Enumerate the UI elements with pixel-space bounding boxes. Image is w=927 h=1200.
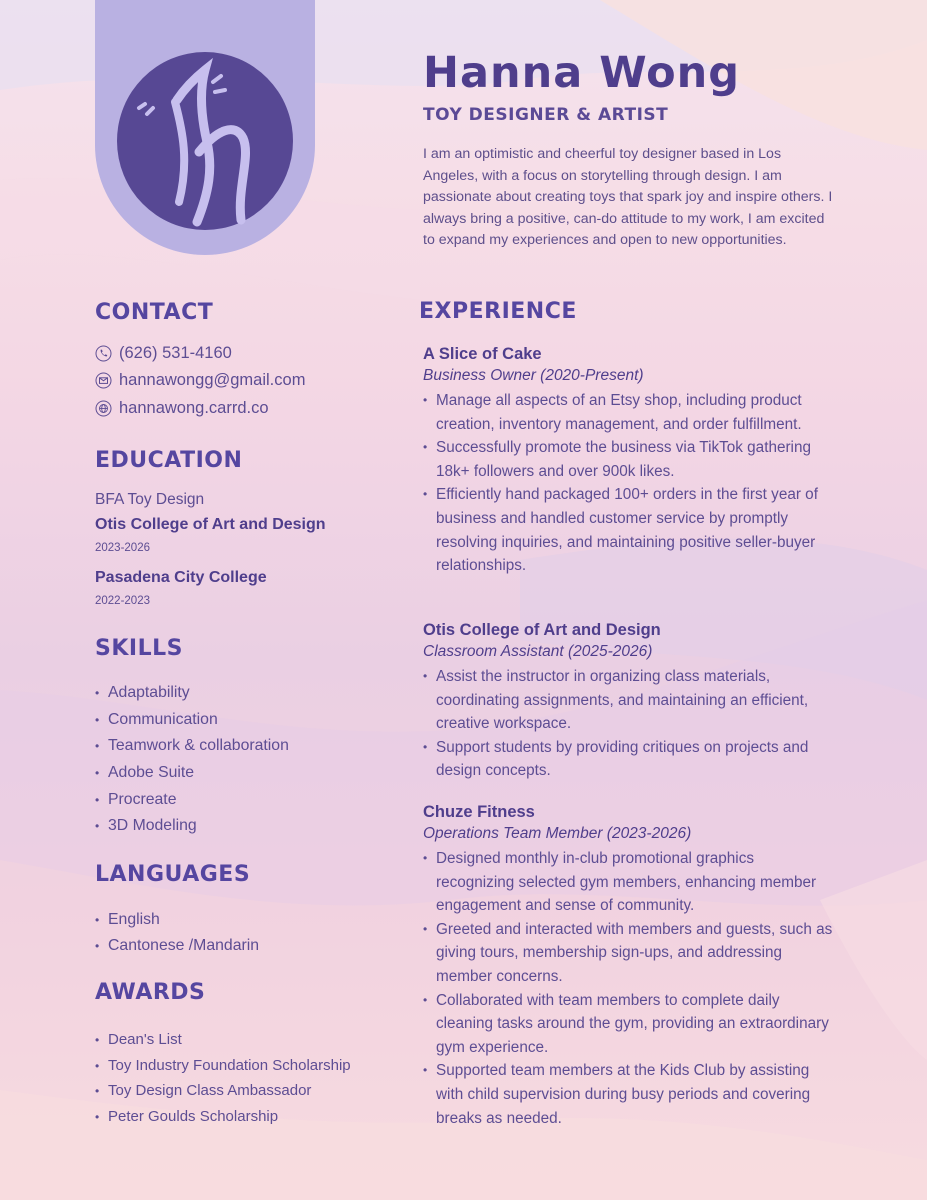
job-bullet: • Designed monthly in-club promotional graphics recognizing selected gym members, enhancing member engagement and sense of community. — [423, 847, 835, 918]
education-years: 2023-2026 — [95, 542, 150, 554]
job-bullet: • Supported team members at the Kids Club by assisting with child supervision during busy periods and covering breaks as needed. — [423, 1059, 835, 1130]
job-entry — [423, 619, 835, 783]
logo-tab — [95, 0, 315, 255]
award-item: • Toy Industry Foundation Scholarship — [95, 1055, 351, 1081]
job-company: Otis College of Art and Design — [423, 621, 661, 639]
contact-phone[interactable] — [95, 344, 232, 363]
job-entry — [423, 343, 835, 578]
job-bullet: • Support students by providing critiques on projects and design concepts. — [423, 736, 835, 783]
job-title: Business Owner (2020-Present) — [423, 367, 644, 384]
job-title: Classroom Assistant (2025-2026) — [423, 643, 653, 660]
job-entry — [423, 801, 835, 1130]
job-bullet: • Manage all aspects of an Etsy shop, including product creation, inventory management, and order fulfillment. — [423, 389, 835, 436]
email-icon — [95, 372, 112, 389]
skills-heading: SKILLS — [95, 636, 183, 661]
job-bullets — [423, 847, 835, 1130]
globe-icon — [95, 400, 112, 417]
job-company: Chuze Fitness — [423, 803, 535, 821]
email-address: hannawongg@gmail.com — [119, 371, 306, 389]
awards-list — [95, 1029, 351, 1132]
award-item: • Dean's List — [95, 1029, 351, 1055]
job-bullet: • Efficiently hand packaged 100+ orders in the first year of business and handled customer service by promptly resolving inquiries, and maintaining positive seller-buyer relationships. — [423, 483, 835, 577]
education-heading: EDUCATION — [95, 448, 243, 473]
education-years: 2022-2023 — [95, 595, 150, 607]
skill-item: • Teamwork & collaboration — [95, 735, 289, 762]
awards-heading: AWARDS — [95, 980, 206, 1005]
award-item: • Toy Design Class Ambassador — [95, 1080, 351, 1106]
job-bullets — [423, 389, 835, 578]
logo-icon — [117, 52, 293, 230]
skills-list — [95, 682, 289, 842]
phone-icon — [95, 345, 112, 362]
website-url: hannawong.carrd.co — [119, 399, 269, 417]
job-company: A Slice of Cake — [423, 345, 542, 363]
job-role: TOY DESIGNER & ARTIST — [423, 105, 669, 125]
education-school: Otis College of Art and Design — [95, 516, 326, 533]
job-bullet: • Successfully promote the business via TikTok gathering 18k+ followers and over 900k likes. — [423, 436, 835, 483]
award-item: • Peter Goulds Scholarship — [95, 1106, 351, 1132]
languages-heading: LANGUAGES — [95, 862, 251, 887]
phone-number: (626) 531-4160 — [119, 344, 232, 362]
job-bullet: • Greeted and interacted with members and guests, such as giving tours, membership sign-ups, and addressing member concerns. — [423, 918, 835, 989]
skill-item: • Communication — [95, 709, 289, 736]
skill-item: • Adobe Suite — [95, 762, 289, 789]
language-item: • English — [95, 909, 259, 935]
contact-website[interactable] — [95, 399, 269, 418]
job-bullets — [423, 665, 835, 783]
skill-item: • Adaptability — [95, 682, 289, 709]
experience-heading: EXPERIENCE — [419, 299, 577, 324]
skill-item: • 3D Modeling — [95, 815, 289, 842]
job-title: Operations Team Member (2023-2026) — [423, 825, 692, 842]
languages-list — [95, 909, 259, 961]
applicant-name: Hanna Wong — [423, 48, 741, 98]
job-bullet: • Collaborated with team members to complete daily cleaning tasks around the gym, providing an extraordinary gym experience. — [423, 989, 835, 1060]
summary: I am an optimistic and cheerful toy designer based in Los Angeles, with a focus on storytelling through design. I am passionate about creating toys that spark joy and inspire others. I always bring a positive, can-do attitude to my work, I am excited to expand my experiences and open to new opportunities. — [423, 146, 833, 249]
contact-heading: CONTACT — [95, 300, 214, 325]
contact-email[interactable] — [95, 371, 305, 390]
education-school: Pasadena City College — [95, 569, 267, 586]
skill-item: • Procreate — [95, 789, 289, 816]
job-bullet: • Assist the instructor in organizing class materials, coordinating assignments, and maintaining an efficient, creative workspace. — [423, 665, 835, 736]
language-item: • Cantonese /Mandarin — [95, 935, 259, 961]
education-degree: BFA Toy Design — [95, 491, 205, 508]
